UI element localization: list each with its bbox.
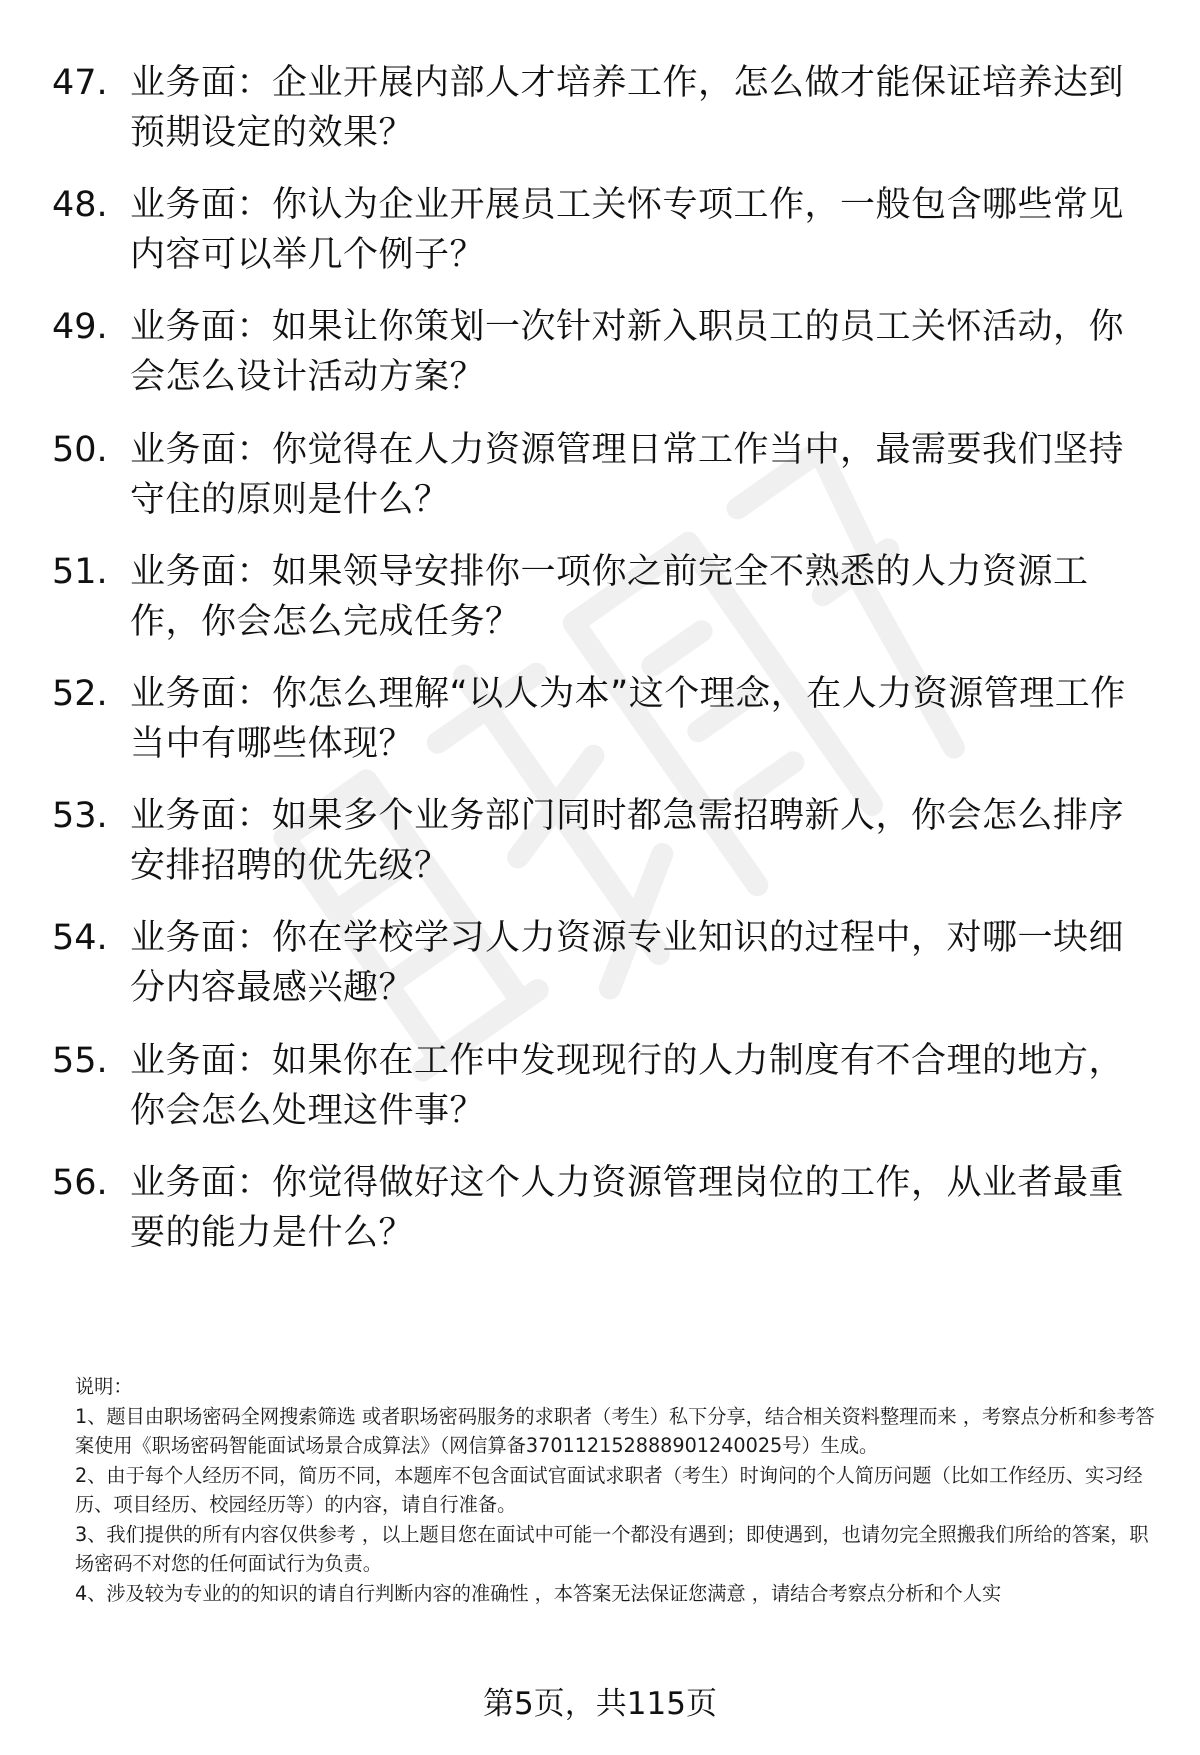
question-item bbox=[0, 547, 1200, 667]
notes-heading: 说明： bbox=[75, 1375, 133, 1398]
question-number: 51. bbox=[52, 551, 108, 592]
question-number: 54. bbox=[52, 918, 108, 959]
question-number: 48. bbox=[52, 185, 108, 226]
notes-item-3: 3、我们提供的所有内容仅供参考 ，以上题目您在面试中可能一个都没有遇到；即使遇到，也请勿完全照搬我们所给的答案，职场密码不对您的任何面试行为负责。 bbox=[75, 1522, 1149, 1575]
question-item bbox=[0, 1036, 1200, 1156]
notes-item-1: 1、题目由职场密码全网搜索筛选 或者职场密码服务的求职者（考生）私下分享，结合相关资料整理而来 ，考察点分析和参考答案使用《职场密码智能面试场景合成算法》（网信算备370112152888901240025号）生成。 bbox=[75, 1404, 1155, 1457]
question-text: 业务面：你觉得在人力资源管理日常工作当中，最需要我们坚持守住的原则是什么？ bbox=[130, 429, 1125, 520]
page-number: 第5页，共115页 bbox=[483, 1686, 717, 1722]
question-text: 业务面：如果多个业务部门同时都急需招聘新人，你会怎么排序安排招聘的优先级？ bbox=[130, 796, 1125, 887]
question-item bbox=[0, 302, 1200, 422]
question-number: 52. bbox=[52, 674, 108, 714]
question-text: 业务面：企业开展内部人才培养工作，怎么做才能保证培养达到预期设定的效果？ bbox=[130, 63, 1125, 153]
question-item bbox=[0, 58, 1200, 178]
question-text: 业务面：如果领导安排你一项你之前完全不熟悉的人力资源工作，你会怎么完成任务？ bbox=[130, 551, 1089, 642]
question-text: 业务面：你怎么理解“以人为本”这个理念，在人力资源管理工作当中有哪些体现？ bbox=[130, 674, 1126, 764]
question-number: 49. bbox=[52, 307, 108, 348]
question-text: 业务面：你在学校学习人力资源专业知识的过程中，对哪一块细分内容最感兴趣？ bbox=[130, 918, 1125, 1009]
question-item bbox=[0, 180, 1200, 300]
question-number: 55. bbox=[52, 1040, 108, 1081]
question-item bbox=[0, 913, 1200, 1033]
question-item bbox=[0, 425, 1200, 545]
notes-section bbox=[75, 1372, 1155, 1608]
question-number: 53. bbox=[52, 796, 108, 837]
question-item bbox=[0, 791, 1200, 911]
notes-item-4: 4、涉及较为专业的的知识的请自行判断内容的准确性 ，本答案无法保证您满意 ，请结合考察点分析和个人实 bbox=[75, 1581, 1002, 1605]
question-text: 业务面：你认为企业开展员工关怀专项工作，一般包含哪些常见内容可以举几个例子？ bbox=[130, 185, 1125, 276]
question-number: 50. bbox=[52, 429, 108, 470]
question-number: 47. bbox=[52, 63, 108, 103]
question-text: 业务面：如果让你策划一次针对新入职员工的员工关怀活动，你会怎么设计活动方案？ bbox=[130, 307, 1125, 398]
question-item bbox=[0, 1158, 1200, 1278]
question-item bbox=[0, 669, 1200, 789]
question-text: 业务面：如果你在工作中发现现行的人力制度有不合理的地方，你会怎么处理这件事？ bbox=[130, 1040, 1125, 1131]
notes-item-2: 2、由于每个人经历不同，简历不同，本题库不包含面试官面试求职者（考生）时询问的个人简历问题（比如工作经历、实习经历、项目经历、校园经历等）的内容，请自行准备。 bbox=[75, 1463, 1143, 1516]
question-number: 56. bbox=[52, 1162, 108, 1203]
question-text: 业务面：你觉得做好这个人力资源管理岗位的工作，从业者最重要的能力是什么？ bbox=[130, 1162, 1125, 1253]
